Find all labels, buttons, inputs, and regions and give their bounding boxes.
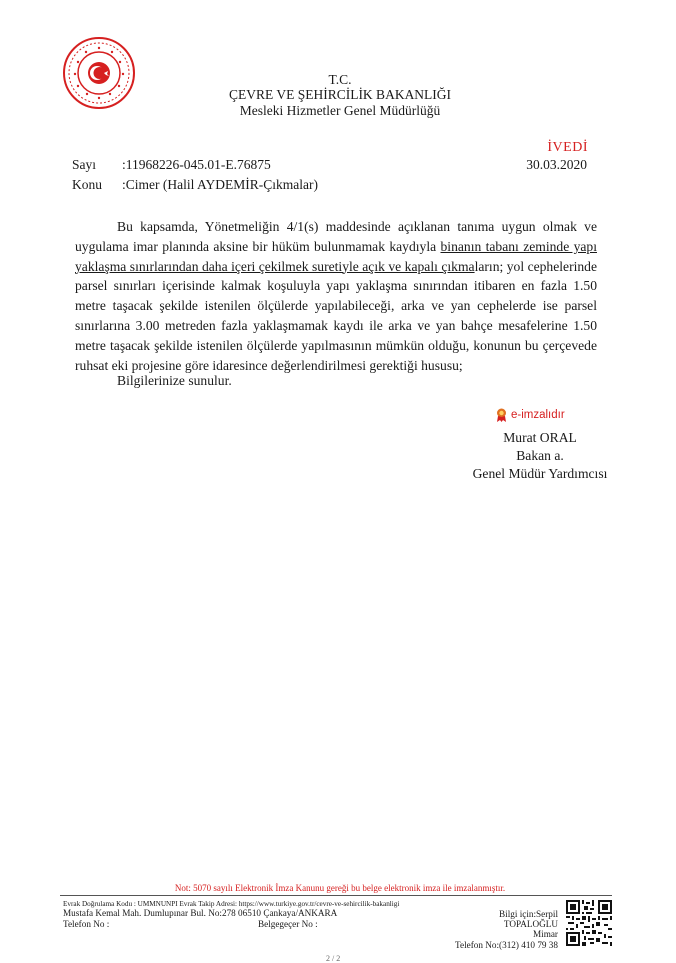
konu-value: :Cimer (Halil AYDEMİR-Çıkmalar): [122, 177, 318, 192]
contact-name: TOPALOĞLU: [503, 919, 558, 929]
header-ministry: ÇEVRE VE ŞEHİRCİLİK BAKANLIĞI: [228, 87, 452, 102]
header-directorate: Mesleki Hizmetler Genel Müdürlüğü: [239, 103, 441, 118]
sayi-value: :11968226-045.01-E.76875: [122, 157, 271, 172]
e-signature-label: e-imzalıdır: [511, 409, 565, 421]
verification-code: Evrak Doğrulama Kodu : UMMNUNPI Evrak Takip Adresi: https://www.turkiye.gov.tr/cevre-ve-sehircilik-bakanligi: [63, 900, 400, 908]
e-signature-note: Not: 5070 sayılı Elektronik İmza Kanunu gereği bu belge elektronik imza ile imzalanmıştır.: [174, 883, 506, 893]
body-part1: Bu kapsamda, Yönetmeliğin 4/1(s) maddesinde açıklanan tanıma uygun olmak ve uygulama imar planında aksine bir hüküm bulunmamak kaydıyla: [75, 219, 597, 254]
letter-body: [75, 217, 597, 375]
footer-divider: [60, 895, 612, 896]
contact-phone: Telefon No:(312) 410 79 38: [455, 940, 558, 950]
contact-info: Bilgi için:Serpil: [499, 909, 558, 919]
e-signature-mark: [496, 408, 565, 422]
body-underlined: binanın tabanı zeminde yapı yaklaşma sınırlarından daha içeri çekilmek suretiyle açık ve kapalı çıkma: [75, 238, 597, 274]
konu-label: Konu: [72, 177, 102, 192]
document-date: 30.03.2020: [526, 157, 587, 172]
body-part2: ların; yol cephelerinde parsel sınırları içerisinde kalmak koşuluyla yapı yaklaşma sınırından itibaren en fazla 1.50 metre taşacak şekilde istenilen ölçülerde yapılabileceği, arka ve yan cephelerde ise parsel sınırlarına 3.00 metreden fazla yaklaşmamak kaydı ile arka ve yan bahçe mesafelerine 1.50 metre taşacak şekilde istenilen ölçülerde yapılmasının mümkün olduğu, konunun bu çerçevede ruhsat eki projesine göre idaresince değerlendirilmesi gerektiği hususu;: [75, 258, 598, 373]
footer-address: Mustafa Kemal Mah. Dumlupınar Bul. No:278 06510 Çankaya/ANKARA: [63, 908, 338, 918]
header-tc: T.C.: [328, 72, 352, 87]
body-paragraph: [75, 217, 597, 375]
rosette-icon: [496, 408, 507, 422]
closing-line: Bilgilerinize sunulur.: [117, 373, 232, 388]
priority-label: İVEDİ: [547, 140, 588, 155]
footer-phone-label: Telefon No :: [63, 919, 110, 929]
page-number: 2 / 2: [326, 954, 341, 963]
sayi-label: Sayı: [72, 157, 97, 172]
footer-fax-label: Belgegeçer No :: [258, 919, 318, 929]
qr-code-icon: [566, 900, 612, 946]
signer-on-behalf: Bakan a.: [516, 448, 564, 463]
contact-role: Mimar: [532, 929, 558, 939]
signer-name: Murat ORAL: [503, 430, 577, 445]
signer-title: Genel Müdür Yardımcısı: [472, 466, 608, 481]
